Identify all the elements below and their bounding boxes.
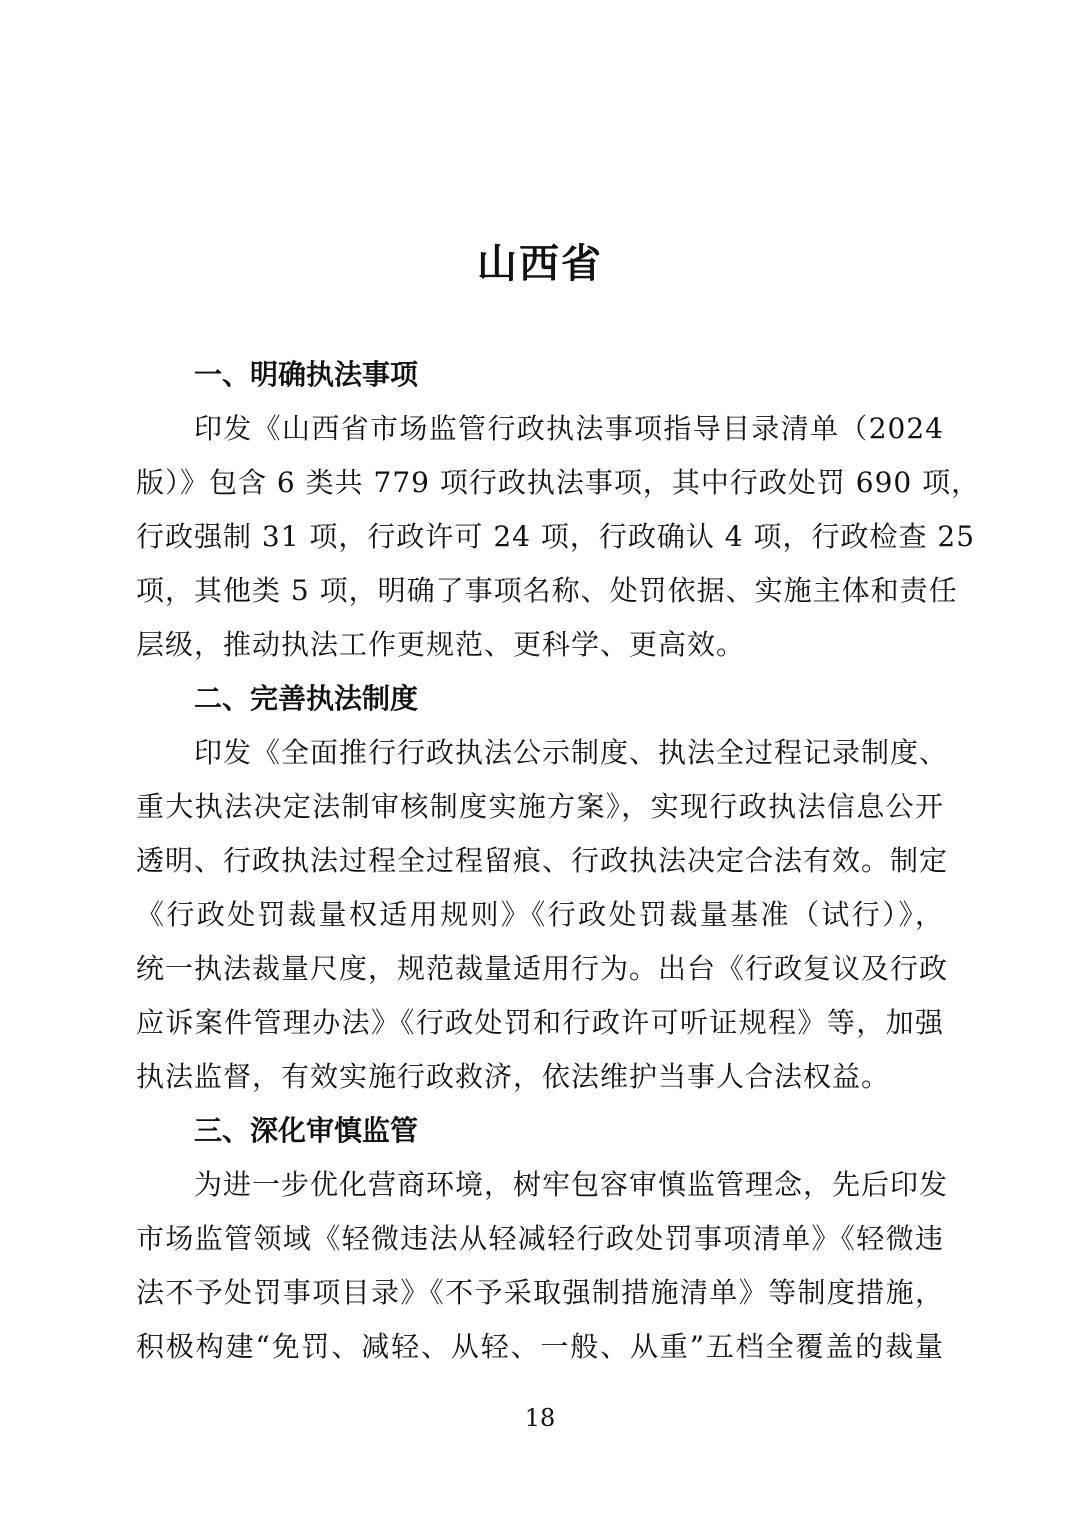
paragraph-line: 重大执法决定法制审核制度实施方案》，实现行政执法信息公开 (136, 790, 944, 823)
paragraph-line: 为进一步优化营商环境，树牢包容审慎监管理念，先后印发 (194, 1168, 949, 1201)
body-text (136, 348, 981, 1374)
paragraph-line: 透明、行政执法过程全过程留痕、行政执法决定合法有效。制定 (136, 844, 949, 877)
paragraph-line: 法不予处罚事项目录》《不予采取强制措施清单》等制度措施， (136, 1276, 944, 1309)
paragraph-line: 统一执法裁量尺度，规范裁量适用行为。出台《行政复议及行政 (136, 952, 949, 985)
paragraph-line: 执法监督，有效实施行政救济，依法维护当事人合法权益。 (136, 1060, 891, 1093)
section-heading: 三、深化审慎监管 (194, 1114, 419, 1147)
paragraph-line: 版）》包含 6 类共 779 项行政执法事项，其中行政处罚 690 项， (136, 466, 981, 499)
paragraph-line: 积极构建“免罚、减轻、从轻、一般、从重”五档全覆盖的裁量 (136, 1330, 944, 1363)
paragraph-line: 印发《全面推行行政执法公示制度、执法全过程记录制度、 (194, 736, 949, 769)
section-paragraph (136, 726, 949, 1104)
page-title: 山西省 (477, 241, 603, 287)
page-number: 18 (524, 1404, 556, 1432)
paragraph-line: 市场监管领域《轻微违法从轻减轻行政处罚事项清单》《轻微违 (136, 1222, 944, 1255)
paragraph-line: 印发《山西省市场监管行政执法事项指导目录清单（2024 (194, 412, 944, 445)
paragraph-line: 行政强制 31 项，行政许可 24 项，行政确认 4 项，行政检查 25 (136, 520, 976, 553)
paragraph-line: 层级，推动执法工作更规范、更科学、更高效。 (136, 628, 746, 661)
paragraph-line: 《行政处罚裁量权适用规则》《行政处罚裁量基准（试行）》， (136, 898, 944, 931)
paragraph-line: 项，其他类 5 项，明确了事项名称、处罚依据、实施主体和责任 (136, 574, 958, 607)
section-paragraph (136, 402, 981, 672)
section-heading: 二、完善执法制度 (194, 682, 419, 715)
section-heading: 一、明确执法事项 (194, 358, 419, 391)
section-paragraph (136, 1158, 949, 1374)
paragraph-line: 应诉案件管理办法》《行政处罚和行政许可听证规程》等，加强 (136, 1006, 944, 1039)
